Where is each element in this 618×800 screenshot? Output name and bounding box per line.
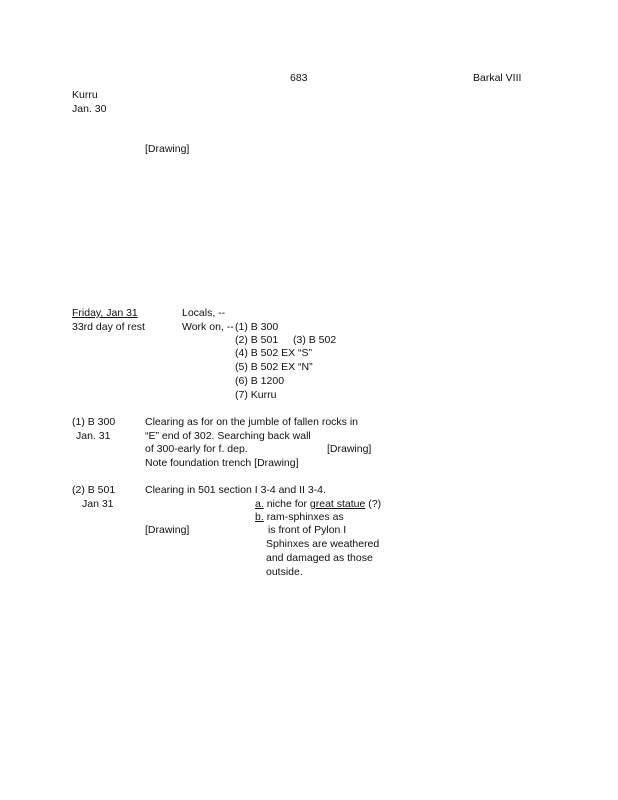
work-on-label: Work on, -- xyxy=(182,321,234,333)
sub-item-marker: b. xyxy=(255,511,264,523)
entry-text-line: of 300-early for f. dep. xyxy=(145,443,248,455)
sub-item-suffix: (?) xyxy=(368,498,382,510)
work-item: (5) B 502 EX “N” xyxy=(235,361,313,373)
entry-text-line: Note foundation trench [Drawing] xyxy=(145,457,299,469)
drawing-placeholder: [Drawing] xyxy=(145,143,190,155)
entry-text-line: Sphinxes are weathered xyxy=(266,538,380,550)
work-item: (1) B 300 xyxy=(235,321,279,333)
site-name: Kurru xyxy=(72,89,98,101)
entry-label: (1) B 300 xyxy=(72,416,116,428)
entry-label: (2) B 501 xyxy=(72,484,116,496)
drawing-placeholder: [Drawing] xyxy=(327,443,372,455)
entry-date: Friday, Jan 31 xyxy=(72,307,138,319)
entry-text-line: Clearing in 501 section I 3-4 and II 3-4. xyxy=(145,484,326,496)
sub-item-text: niche for xyxy=(266,498,307,510)
work-item: (3) B 502 xyxy=(293,334,337,346)
entry-text-line: Clearing as for on the jumble of fallen rocks in xyxy=(145,416,359,428)
work-item: (6) B 1200 xyxy=(235,375,285,387)
sub-item-emphasis: great statue xyxy=(309,498,366,510)
sub-item-a xyxy=(255,498,381,511)
volume-label: Barkal VIII xyxy=(473,72,522,84)
work-item: (4) B 502 EX “S” xyxy=(235,347,313,359)
sub-item-marker: a. xyxy=(255,498,264,510)
page-number: 683 xyxy=(290,72,308,84)
sub-item-text: ram-sphinxes as xyxy=(266,511,344,523)
entry-date: Jan. 31 xyxy=(76,430,111,442)
work-item: (2) B 501 xyxy=(235,334,279,346)
locals-label: Locals, -- xyxy=(182,307,226,319)
entry-text-line: “E” end of 302. Searching back wall xyxy=(145,430,311,442)
entry-text-line: is front of Pylon I xyxy=(268,524,347,536)
work-item: (7) Kurru xyxy=(235,389,277,401)
entry-text-line: outside. xyxy=(266,566,303,578)
entry-text-line: and damaged as those xyxy=(266,552,373,564)
site-date: Jan. 30 xyxy=(72,103,107,115)
sub-item-b xyxy=(255,511,344,524)
drawing-placeholder: [Drawing] xyxy=(145,524,190,536)
rest-day-count: 33rd day of rest xyxy=(72,321,145,333)
entry-date: Jan 31 xyxy=(82,498,114,510)
